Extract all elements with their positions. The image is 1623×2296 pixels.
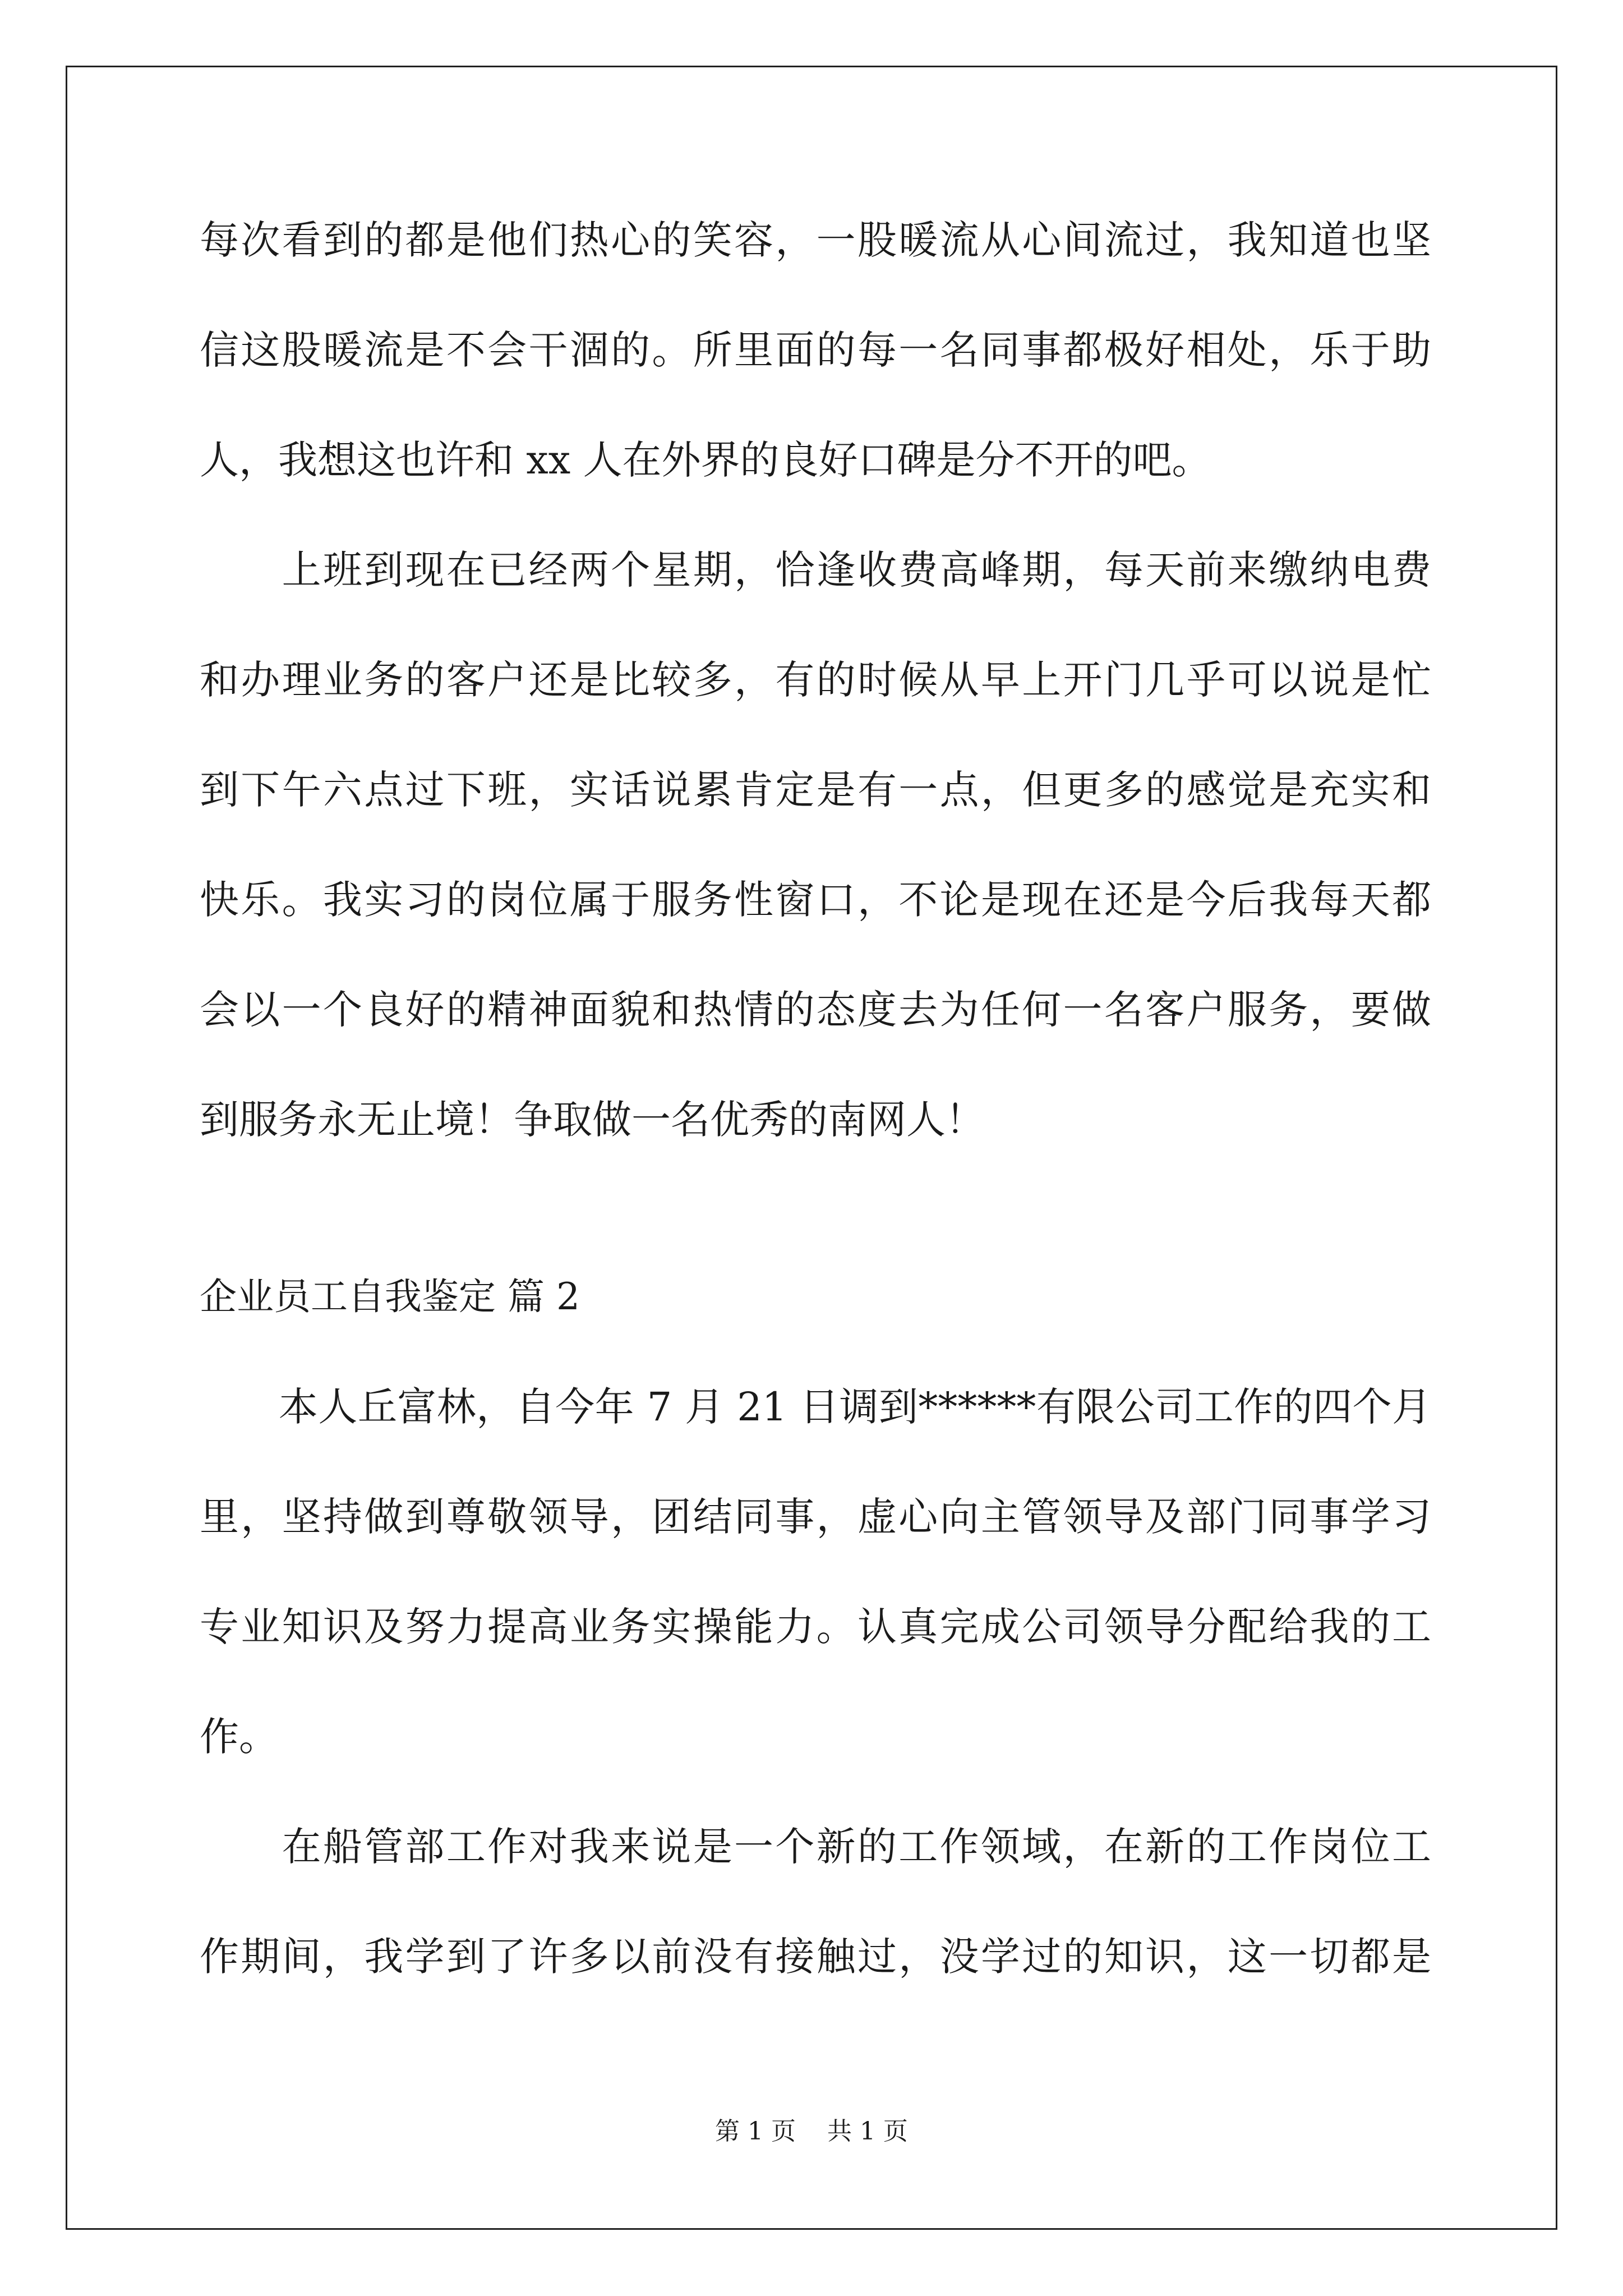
paragraph-2-line-4: 快乐。我实习的岗位属于服务性窗口，不论是现在还是今后我每天都 [200,877,1431,923]
paragraph-1-line-2: 信这股暖流是不会干涸的。所里面的每一名同事都极好相处，乐于助 [200,327,1431,373]
paragraph-2-line-1: 上班到现在已经两个星期，恰逢收费高峰期，每天前来缴纳电费 [200,547,1431,593]
paragraph-2-line-3: 到下午六点过下班，实话说累肯定是有一点，但更多的感觉是充实和 [200,767,1431,813]
paragraph-2-line-5: 会以一个良好的精神面貌和热情的态度去为任何一名客户服务，要做 [200,987,1431,1033]
paragraph-2-line-6: 到服务永无止境！争取做一名优秀的南网人！ [200,1097,985,1143]
paragraph-3-line-1: 本人丘富林，自今年 7 月 21 日调到******有限公司工作的四个月 [200,1384,1431,1430]
paragraph-3-line-2: 里，坚持做到尊敬领导，团结同事，虚心向主管领导及部门同事学习 [200,1494,1431,1540]
paragraph-3-line-3: 专业知识及努力提高业务实操能力。认真完成公司领导分配给我的工 [200,1604,1431,1650]
section-heading: 企业员工自我鉴定 篇 2 [200,1275,580,1318]
paragraph-2-line-2: 和办理业务的客户还是比较多，有的时候从早上开门几乎可以说是忙 [200,657,1431,703]
paragraph-1-line-1: 每次看到的都是他们热心的笑容，一股暖流从心间流过，我知道也坚 [200,217,1431,263]
page-number-footer: 第 1 页 共 1 页 [715,2117,908,2146]
paragraph-3-line-4: 作。 [200,1714,278,1760]
paragraph-4-line-2: 作期间，我学到了许多以前没有接触过，没学过的知识，这一切都是 [200,1934,1431,1980]
paragraph-1-line-3: 人，我想这也许和 xx 人在外界的良好口碑是分不开的吧。 [200,437,1211,483]
paragraph-4-line-1: 在船管部工作对我来说是一个新的工作领域，在新的工作岗位工 [200,1824,1431,1870]
page-border [66,66,1557,2230]
